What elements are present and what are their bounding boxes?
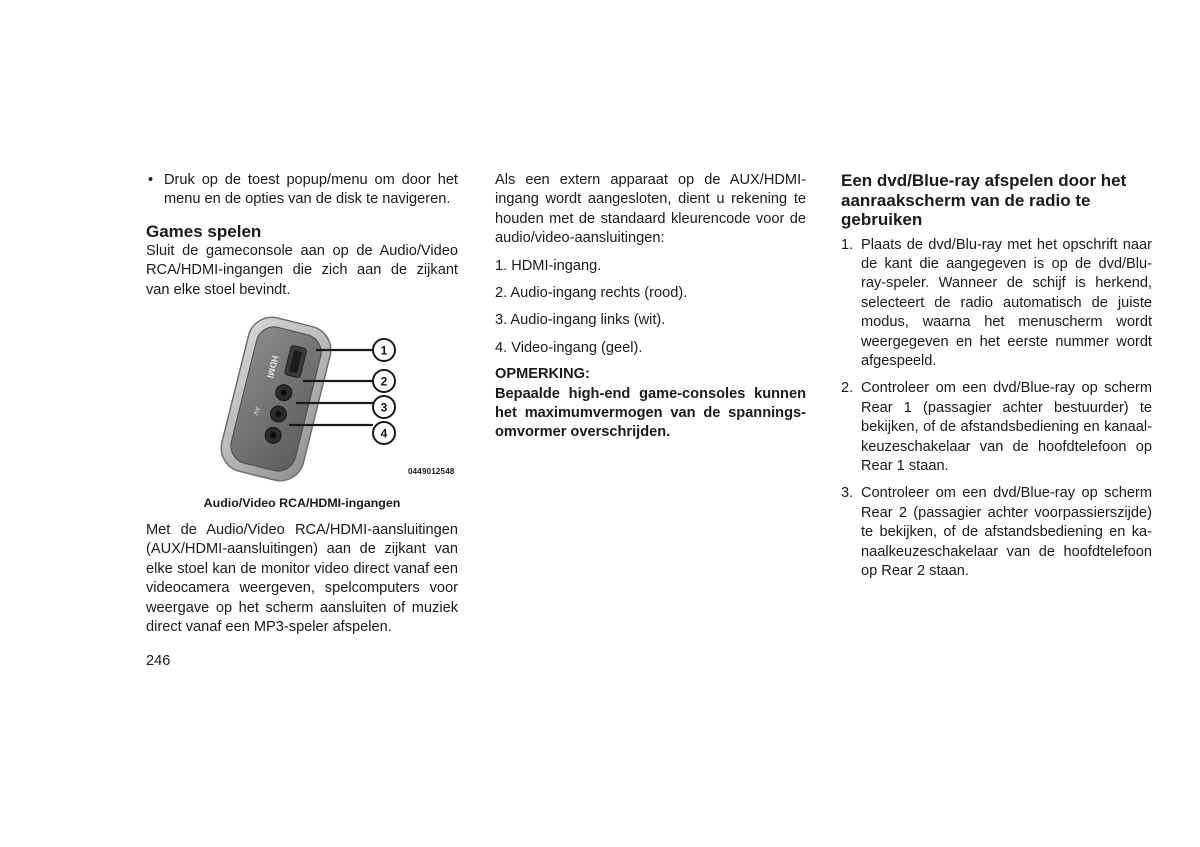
games-heading: Games spelen xyxy=(146,221,262,241)
step-number: 3. xyxy=(841,485,854,502)
games-paragraph: Sluit de gameconsole aan op de Audio/Video RCA/HDMI-ingangen die zich aan de zijkant van elke stoel bevindt. xyxy=(146,242,458,298)
step-number: 2. xyxy=(841,380,854,397)
callout-1 xyxy=(373,339,395,361)
figure-caption: Audio/Video RCA/HDMI-ingangen xyxy=(203,496,401,511)
svg-text:4: 4 xyxy=(380,426,388,441)
dvd-heading: Een dvd/Blue-ray afspelen door het aanraakscherm van de radio te gebruiken xyxy=(841,171,1127,229)
callout-4 xyxy=(373,422,395,444)
aux-paragraph: Met de Audio/Video RCA/HDMI-aansluitingen (AUX/HDMI-aansluitingen) aan de zijkant van elke stoel kan de monitor video direct vanaf een videocamera weergeven, spelcomputers voor weergave op het scherm aansluiten of muziek direct vanaf een MP3-speler afspelen. xyxy=(146,522,458,636)
svg-text:2: 2 xyxy=(380,374,388,389)
column-right xyxy=(841,171,1152,581)
svg-text:1: 1 xyxy=(380,343,388,358)
list-item: 3. Audio-ingang links (wit). xyxy=(495,312,666,329)
column-left xyxy=(146,171,458,637)
step-number: 1. xyxy=(841,236,854,253)
svg-text:3: 3 xyxy=(380,400,388,415)
page-number: 246 xyxy=(146,653,171,669)
column-middle xyxy=(495,171,806,443)
hdmi-port-label: HDMI xyxy=(265,354,281,380)
figure-code: 0449012548 xyxy=(408,467,455,477)
list-item xyxy=(841,484,1152,581)
bullet-item xyxy=(146,171,458,210)
port-panel xyxy=(216,313,336,486)
list-item: 2. Audio-ingang rechts (rood). xyxy=(495,285,688,302)
note-body: Bepaalde high-end game-consoles kunnen het maximumvermogen van de spannings-omvormer overschrijden. xyxy=(495,385,806,441)
step-text: Controleer om een dvd/Blue-ray op scherm Rear 1 (passagier achter bestuurder) te bekijken, of de afstandsbediening en kanaal-keuzeschakelaar van de hoofdtelefoon op Rear 1 staan. xyxy=(861,380,1152,474)
aux-intro-paragraph: Als een extern apparaat op de AUX/HDMI-ingang wordt aangesloten, dient u rekening te houden met de standaard kleurencode voor de audio/video-aansluitingen: xyxy=(495,172,806,247)
note-title: OPMERKING: xyxy=(495,366,590,383)
list-item xyxy=(841,379,1152,476)
bullet-dot: • xyxy=(148,172,154,188)
list-item: 4. Video-ingang (geel). xyxy=(495,339,643,356)
bullet-text: Druk op de toest popup/menu om door het menu en de opties van de disk te navigeren. xyxy=(164,172,458,208)
callout-3 xyxy=(373,396,395,418)
list-item xyxy=(841,236,1152,372)
color-code-list xyxy=(495,257,806,359)
av-port-label: AV xyxy=(251,405,261,417)
step-text: Controleer om een dvd/Blue-ray op scherm Rear 2 (passagier achter voorpassierszijde) te bekijken, of de afstandsbediening en ka-naalkeuzeschakelaar van de hoofdtelefoon op Rear 2 staan. xyxy=(861,485,1152,579)
dvd-steps-list xyxy=(841,236,1152,582)
av-port-figure xyxy=(146,313,458,489)
list-item: 1. HDMI-ingang. xyxy=(495,257,602,274)
step-text: Plaats de dvd/Blu-ray met het opschrift naar de kant die aangegeven is op de dvd/Blu-ray-speler. Wanneer de schijf is herkend, selecteert de radio automatisch de juiste modus, waarna het menuscherm wordt weergegeven en het eerste nummer wordt afgespeeld. xyxy=(861,236,1152,369)
callout-2 xyxy=(373,370,395,392)
